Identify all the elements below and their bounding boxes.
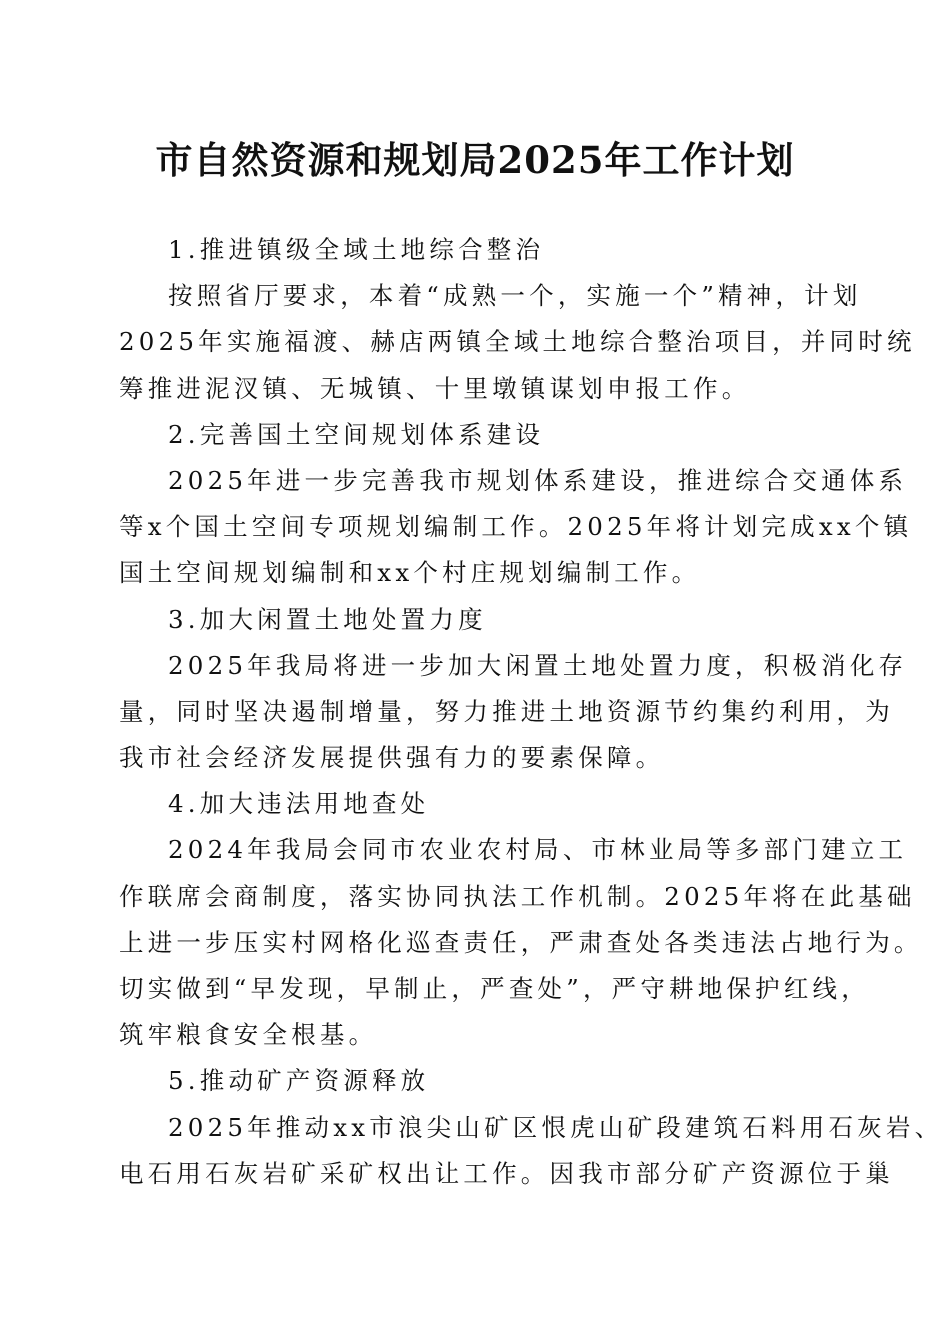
section-heading-1: 1.推进镇级全域土地综合整治	[168, 235, 545, 264]
paragraph-line: 电石用石灰岩矿采矿权出让工作。因我市部分矿产资源位于巢	[119, 1158, 894, 1188]
section-heading-2: 2.完善国土空间规划体系建设	[168, 419, 545, 449]
paragraph-line: 筹推进泥汊镇、无城镇、十里墩镇谋划申报工作。	[119, 373, 751, 403]
paragraph-line: 国土空间规划编制和xx个村庄规划编制工作。	[119, 558, 701, 588]
paragraph-line: 切实做到“早发现，早制止，严查处”，严守耕地保护红线，	[119, 974, 870, 1003]
document-body	[119, 227, 944, 1197]
paragraph-line: 我市社会经济发展提供强有力的要素保障。	[119, 743, 665, 773]
section-heading-3: 3.加大闲置土地处置力度	[168, 604, 487, 634]
page-title: 市自然资源和规划局2025年工作计划	[155, 138, 795, 182]
paragraph-line: 2025年进一步完善我市规划体系建设，推进综合交通体系	[168, 465, 908, 495]
section-heading-4: 4.加大违法用地查处	[168, 789, 430, 819]
paragraph-line: 量，同时坚决遏制增量，努力推进土地资源节约集约利用，为	[119, 696, 894, 726]
paragraph-line: 2025年实施福渡、赫店两镇全域土地综合整治项目，并同时统	[119, 327, 916, 357]
paragraph-line: 筑牢粮食安全根基。	[119, 1020, 378, 1050]
paragraph-line: 2025年推动xx市浪尖山矿区恨虎山矿段建筑石料用石灰岩、	[168, 1112, 944, 1142]
paragraph-line: 上进一步压实村网格化巡查责任，严肃查处各类违法占地行为。	[119, 927, 923, 957]
section-heading-5: 5.推动矿产资源释放	[168, 1066, 430, 1096]
paragraph-line: 2025年我局将进一步加大闲置土地处置力度，积极消化存	[168, 650, 908, 680]
paragraph-line: 2024年我局会同市农业农村局、市林业局等多部门建立工	[168, 835, 908, 865]
paragraph-line: 作联席会商制度，落实协同执法工作机制。2025年将在此基础	[119, 881, 916, 911]
paragraph-line: 按照省厅要求，本着“成熟一个，实施一个”精神，计划	[168, 281, 862, 311]
paragraph-line: 等x个国土空间专项规划编制工作。2025年将计划完成xx个镇	[119, 512, 913, 542]
